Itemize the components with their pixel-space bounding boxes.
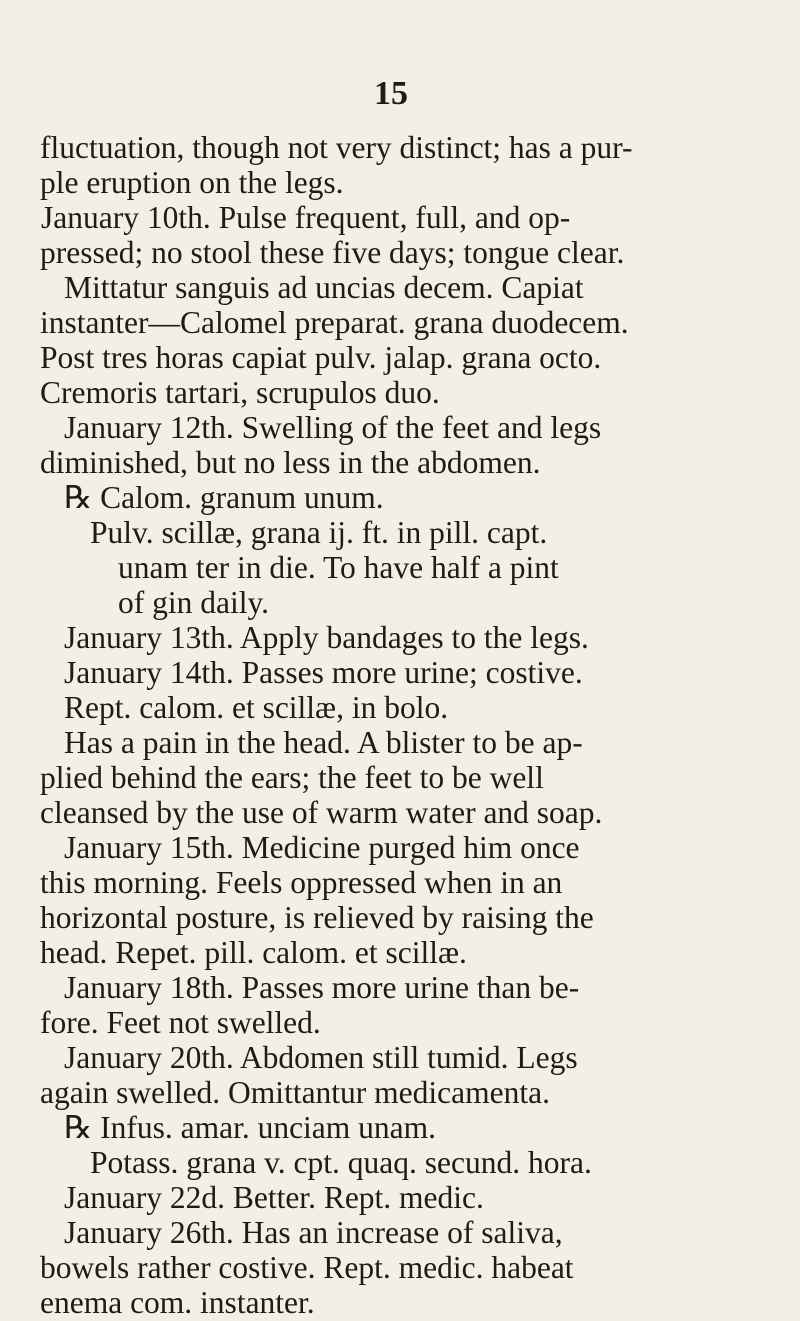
text-line: January 20th. Abdomen still tumid. Legs [64, 1040, 578, 1075]
text-line: ℞ Infus. amar. unciam unam. [64, 1110, 437, 1145]
text-line: bowels rather costive. Rept. medic. habeat [40, 1250, 574, 1285]
text-line: again swelled. Omittantur medicamenta. [40, 1075, 550, 1110]
text-line: of gin daily. [118, 585, 270, 620]
text-line: instanter—Calomel preparat. grana duodecem. [40, 305, 629, 340]
text-line: ple eruption on the legs. [40, 165, 344, 200]
text-line: horizontal posture, is relieved by raising the [40, 900, 594, 935]
text-line: Pulv. scillæ, grana ij. ft. in pill. capt. [90, 515, 548, 550]
text-line: cleansed by the use of warm water and soap. [40, 795, 603, 830]
text-line: diminished, but no less in the abdomen. [40, 445, 541, 480]
text-line: Mittatur sanguis ad uncias decem. Capiat [64, 270, 584, 305]
text-line: pressed; no stool these five days; tongue clear. [40, 235, 625, 270]
text-line: head. Repet. pill. calom. et scillæ. [40, 935, 467, 970]
text-line: Cremoris tartari, scrupulos duo. [40, 375, 440, 410]
text-line: unam ter in die. To have half a pint [118, 550, 559, 585]
text-line: January 15th. Medicine purged him once [64, 830, 580, 865]
text-line: Has a pain in the head. A blister to be ap- [64, 725, 583, 760]
text-line: January 14th. Passes more urine; costive. [64, 655, 583, 690]
text-line: enema com. instanter. [40, 1285, 315, 1320]
text-line: January 18th. Passes more urine than be- [64, 970, 580, 1005]
text-line: this morning. Feels oppressed when in an [40, 865, 563, 900]
text-line: fluctuation, though not very distinct; has a pur- [40, 130, 633, 165]
text-line: January 12th. Swelling of the feet and legs [64, 410, 602, 445]
text-line: January 13th. Apply bandages to the legs. [64, 620, 589, 655]
text-line: January 26th. Has an increase of saliva, [64, 1215, 563, 1250]
text-line: Post tres horas capiat pulv. jalap. grana octo. [40, 340, 602, 375]
text-line: Potass. grana v. cpt. quaq. secund. hora. [90, 1145, 592, 1180]
text-line: plied behind the ears; the feet to be well [40, 760, 544, 795]
text-line: Rept. calom. et scillæ, in bolo. [64, 690, 449, 725]
text-line: ℞ Calom. granum unum. [64, 480, 384, 515]
text-line: January 22d. Better. Rept. medic. [64, 1180, 484, 1215]
text-line: fore. Feet not swelled. [40, 1005, 321, 1040]
page-number: 15 [374, 75, 408, 112]
text-line: January 10th. Pulse frequent, full, and op- [41, 200, 571, 235]
